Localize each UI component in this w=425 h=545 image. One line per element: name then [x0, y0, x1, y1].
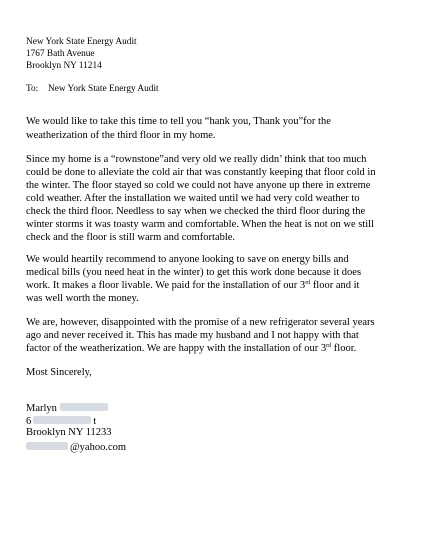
paragraph-line: medical bills (you need heat in the winter) to get this work done because it does [26, 267, 362, 278]
letterhead-line-1: New York State Energy Audit [26, 37, 137, 47]
recipient-name: New York State Energy Audit [48, 84, 159, 94]
paragraph-line: Since my home is a “rownstone”and very old we really didn’ think that too much [26, 154, 367, 165]
paragraph-line: check and the floor is still warm and comfortable. [26, 232, 236, 243]
paragraph-line: check the third floor. Needless to say when we checked the third floor during the [26, 206, 366, 217]
closing: Most Sincerely, [26, 367, 92, 378]
signature-street-suffix: t [93, 416, 97, 427]
paragraph-line-text: floor and it [310, 280, 360, 291]
ordinal-suffix: rd [305, 280, 311, 286]
paragraph-line [26, 344, 356, 355]
paragraph-line: We are, however, disappointed with the promise of a new refrigerator several years [26, 317, 375, 328]
paragraph-line-text: work. It makes a floor livable. We paid for the installation of our 3 [26, 280, 306, 291]
recipient-label: To: [26, 84, 39, 94]
paragraph-line: could be done to alleviate the cold air that was constantly keeping that floor cold in [26, 167, 376, 178]
signature-email-line [26, 441, 126, 454]
paragraph-line: We would heartily recommend to anyone looking to save on energy bills and [26, 254, 349, 265]
paragraph-line-text: floor. [331, 343, 357, 354]
paragraph-line: was well worth the money. [26, 293, 139, 304]
paragraph-line: ago and never received it. This has made my husband and I not happy with that [26, 330, 359, 341]
paragraph-line: cold weather. After the installation we waited until we had very cold weather to [26, 193, 360, 204]
paragraph-line [26, 281, 359, 292]
redaction-mark [31, 415, 93, 425]
signature-street-number: 6 [26, 416, 32, 427]
redaction-mark [57, 402, 111, 412]
paragraph-line: weatherization of the third floor in my home. [26, 130, 216, 141]
letterhead-line-2: 1767 Bath Avenue [26, 49, 95, 59]
paragraph-line: We would like to take this time to tell you “hank you, Thank you”for the [26, 116, 331, 127]
signature-street-line [26, 415, 96, 428]
ordinal-suffix: rd [326, 343, 332, 349]
paragraph-line-text: factor of the weatherization. We are happy with the installation of our 3 [26, 343, 327, 354]
paragraph-line: winter storms it was toasty warm and comfortable. When the heat is not on we still [26, 219, 374, 230]
paragraph-line: the winter. The floor stayed so cold we could not have anyone up there in extreme [26, 180, 371, 191]
signature-name: Marlyn [26, 403, 57, 414]
signature-email-domain: @yahoo.com [70, 442, 127, 453]
signature-city: Brooklyn NY 11233 [26, 427, 112, 438]
letterhead-line-3: Brooklyn NY 11214 [26, 61, 102, 71]
redaction-mark [26, 441, 70, 451]
signature-name-line [26, 402, 111, 415]
